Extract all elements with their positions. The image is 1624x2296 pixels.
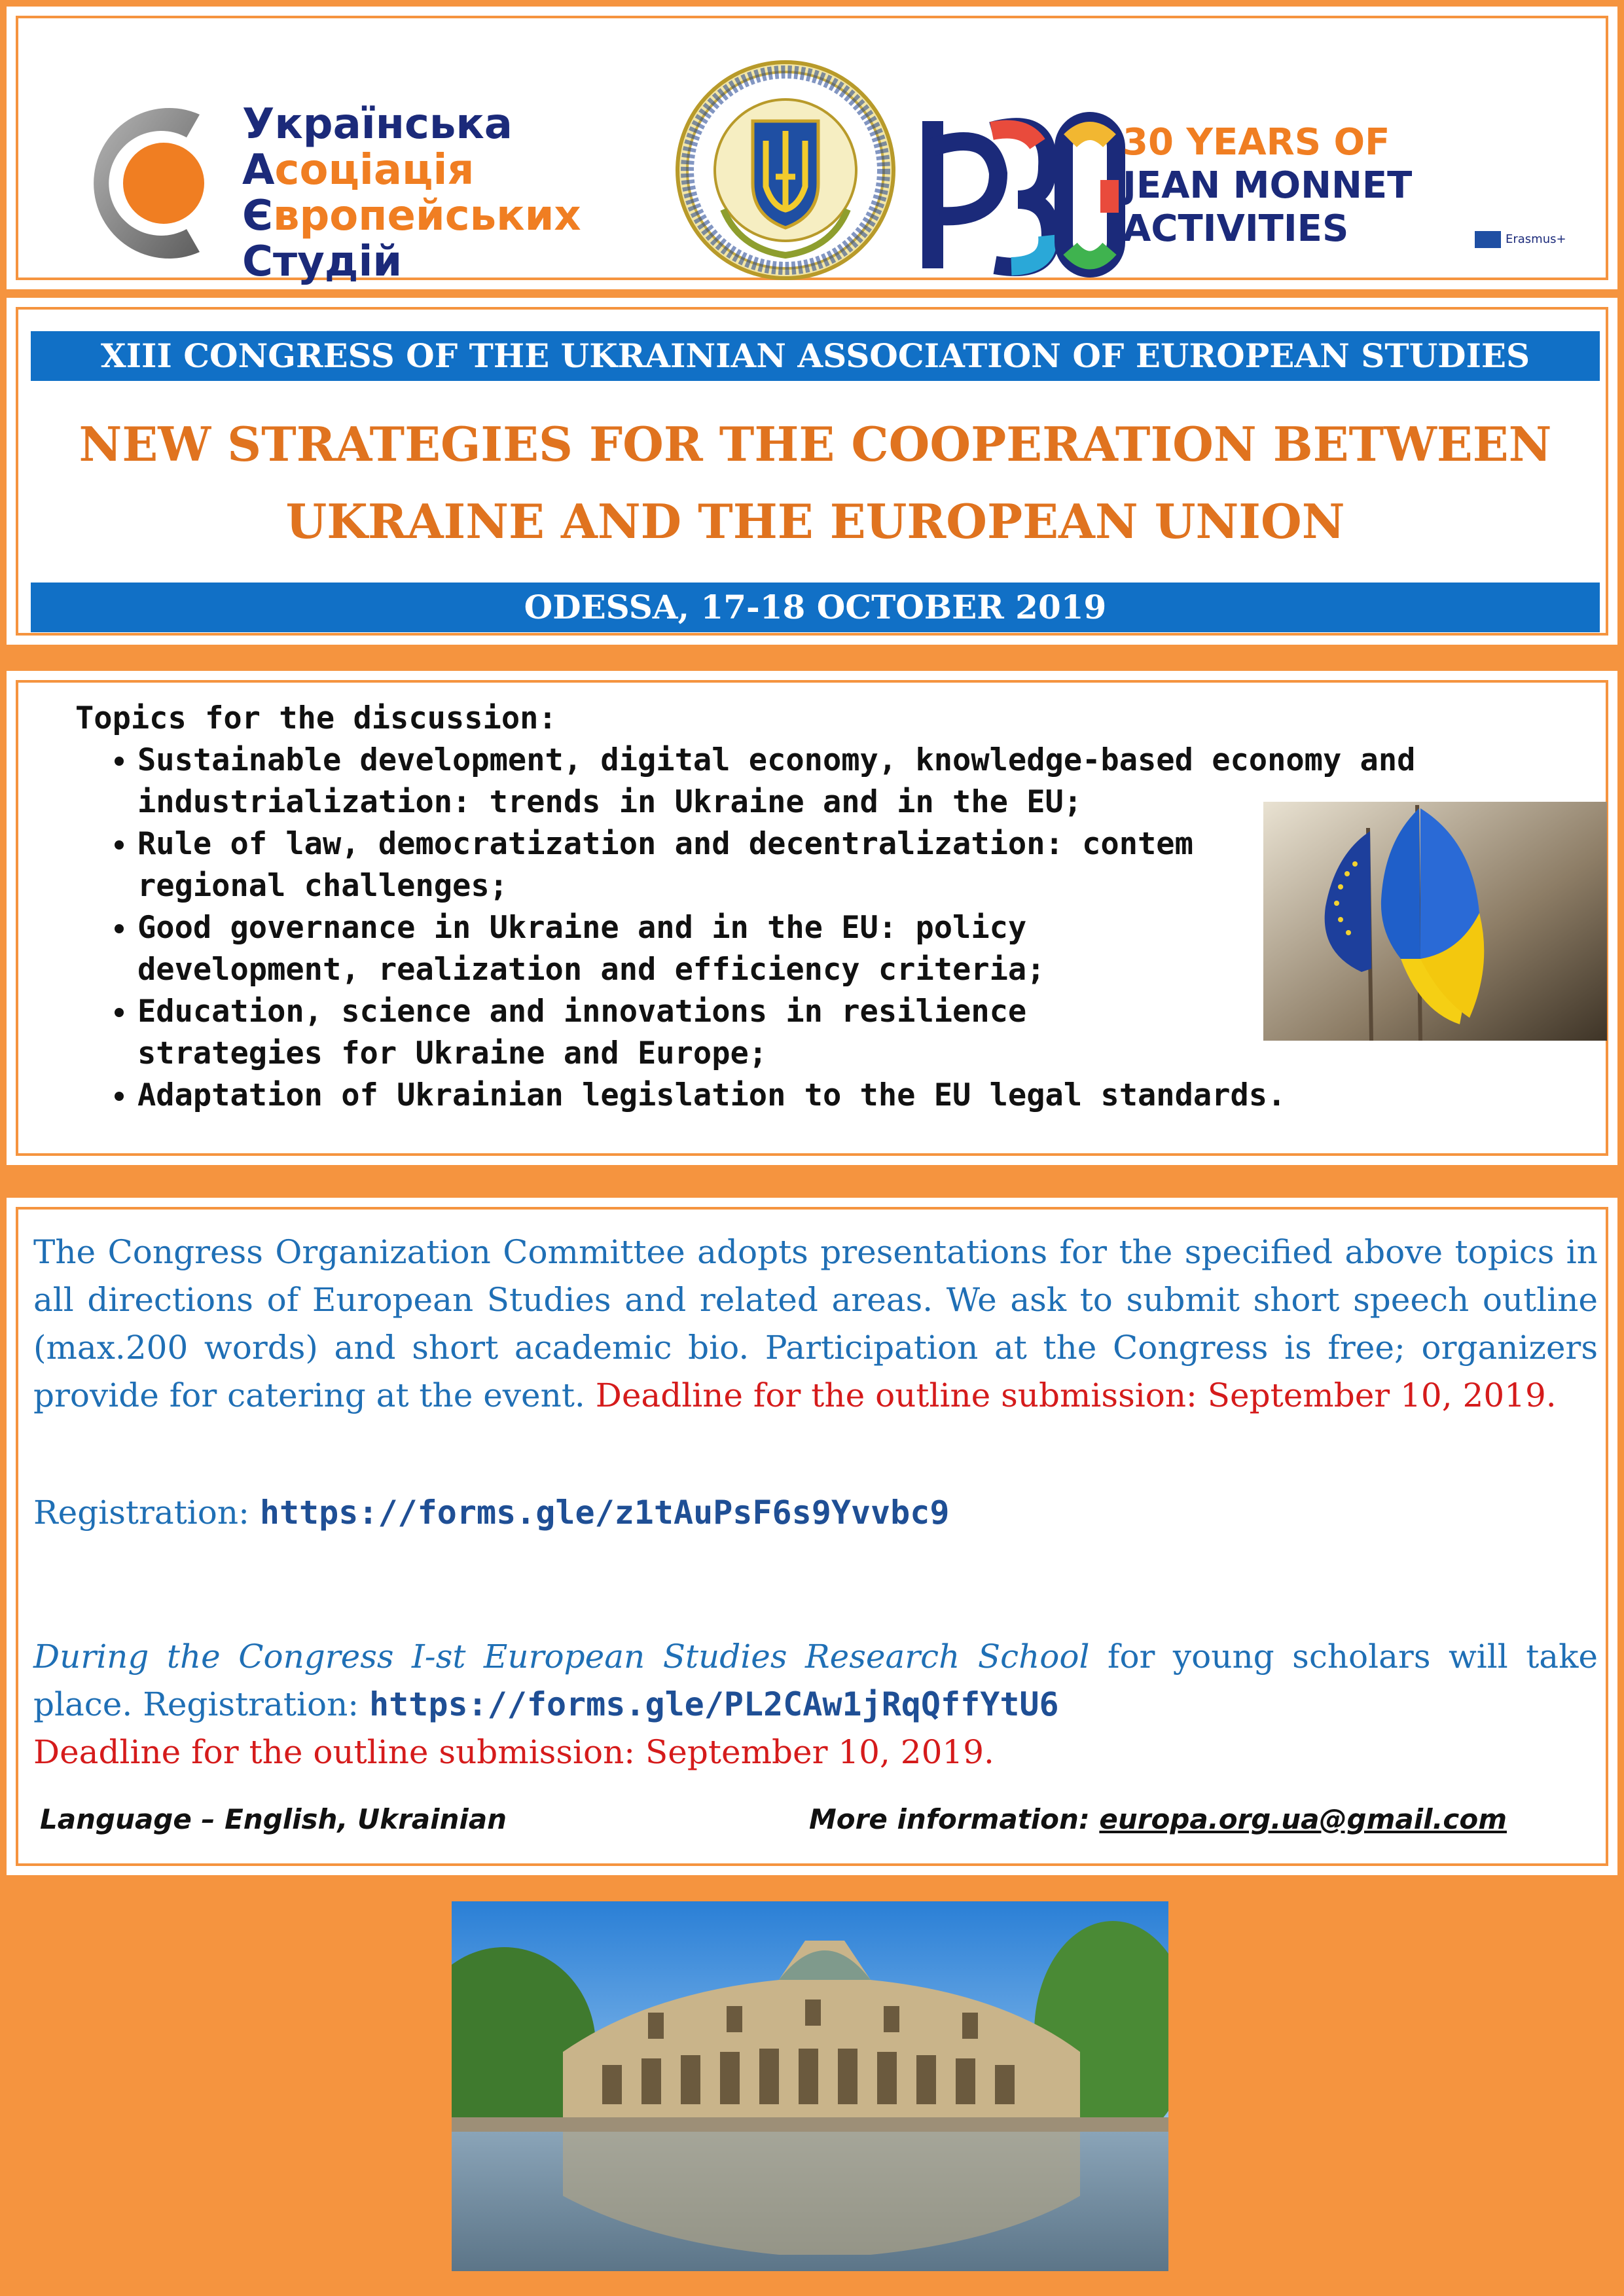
uaes-initial: У — [242, 100, 275, 149]
uaes-word: тудій — [272, 238, 403, 286]
title-panel — [7, 298, 1617, 645]
deadline-text: Deadline for the outline submission: September 10, 2019. — [595, 1376, 1557, 1414]
uaes-line-4 — [242, 239, 581, 285]
header-panel — [7, 7, 1617, 289]
jm-line-2: JEAN MONNET — [1123, 164, 1413, 207]
uaes-initial: С — [242, 238, 273, 286]
registration-line — [33, 1489, 1598, 1537]
main-title — [31, 406, 1600, 560]
jean-monnet-30-logo-icon — [920, 101, 1129, 278]
uaes-initial: Є — [242, 192, 273, 240]
jm-line-1: 30 YEARS OF — [1123, 121, 1390, 164]
uaes-initial: А — [242, 146, 275, 194]
topic-text: Rule of law, democratization and decentralization: contem regional challenges; — [137, 826, 1193, 904]
uaes-logo-icon — [75, 88, 213, 278]
uaes-word: вропейських — [272, 192, 581, 240]
uaes-name — [242, 101, 581, 285]
contact-email-link[interactable]: europa.org.ua@gmail.com — [1099, 1803, 1507, 1835]
school-text: for young scholars will take place. Registration: — [33, 1638, 1598, 1723]
uaes-word: соціація — [274, 146, 475, 194]
topic-text: Sustainable development, digital economy, knowledge-based economy and industrialization: trends in Ukraine and in the EU; — [137, 742, 1416, 820]
eu-ukraine-flags-photo — [1263, 802, 1607, 1041]
main-title-line-2: UKRAINE AND THE EUROPEAN UNION — [285, 493, 1345, 549]
ukrainian-trident-seal-icon — [674, 59, 897, 281]
eu-flag-icon — [1475, 231, 1501, 248]
school-italic-text: During the Congress I-st European Studies Research School — [33, 1638, 1090, 1676]
school-registration-link[interactable]: https://forms.gle/PL2CAw1jRqQffYtU6 — [369, 1685, 1059, 1723]
date-bar: ODESSA, 17-18 OCTOBER 2019 — [31, 583, 1600, 632]
uaes-word: країнська — [274, 100, 513, 149]
topics-panel — [7, 671, 1617, 1165]
topics-heading: Topics for the discussion: — [75, 700, 557, 736]
erasmus-label: Erasmus+ — [1506, 232, 1566, 246]
topic-text: Education, science and innovations in resilience strategies for Ukraine and Europe; — [137, 994, 1027, 1071]
committee-paragraph — [33, 1229, 1598, 1420]
school-deadline-text: Deadline for the outline submission: September 10, 2019. — [33, 1733, 994, 1771]
topic-text: Good governance in Ukraine and in the EU: policy development, realization and efficiency criteria; — [137, 910, 1045, 988]
more-information — [809, 1803, 1507, 1835]
topic-item — [137, 1075, 1545, 1117]
registration-label: Registration: — [33, 1494, 249, 1532]
jean-monnet-text — [1123, 121, 1412, 251]
odessa-opera-house-photo — [452, 1901, 1168, 2271]
uaes-line-3 — [242, 193, 581, 239]
topic-text: Adaptation of Ukrainian legislation to the EU legal standards. — [137, 1077, 1286, 1113]
registration-link[interactable]: https://forms.gle/z1tAuPsF6s9Yvvbc9 — [259, 1494, 950, 1532]
uaes-line-2 — [242, 147, 581, 193]
jm-line-3: ACTIVITIES — [1123, 207, 1349, 250]
uaes-line-1 — [242, 101, 581, 147]
congress-bar: XIII CONGRESS OF THE UKRAINIAN ASSOCIATION OF EUROPEAN STUDIES — [31, 331, 1600, 381]
committee-text: The Congress Organization Committee adopts presentations for the specified above topics in all directions of European Studies and related areas. We ask to submit short speech outline (max.200 words) and short academic bio. Participation at the Congress is free; organizers provide for catering at the event. — [33, 1233, 1598, 1414]
language-text: Language – English, Ukrainian — [40, 1803, 507, 1835]
school-paragraph — [33, 1633, 1598, 1776]
main-title-line-1: NEW STRATEGIES FOR THE COOPERATION BETWEEN — [79, 416, 1552, 472]
info-panel — [7, 1198, 1617, 1875]
more-info-label: More information: — [809, 1803, 1090, 1835]
